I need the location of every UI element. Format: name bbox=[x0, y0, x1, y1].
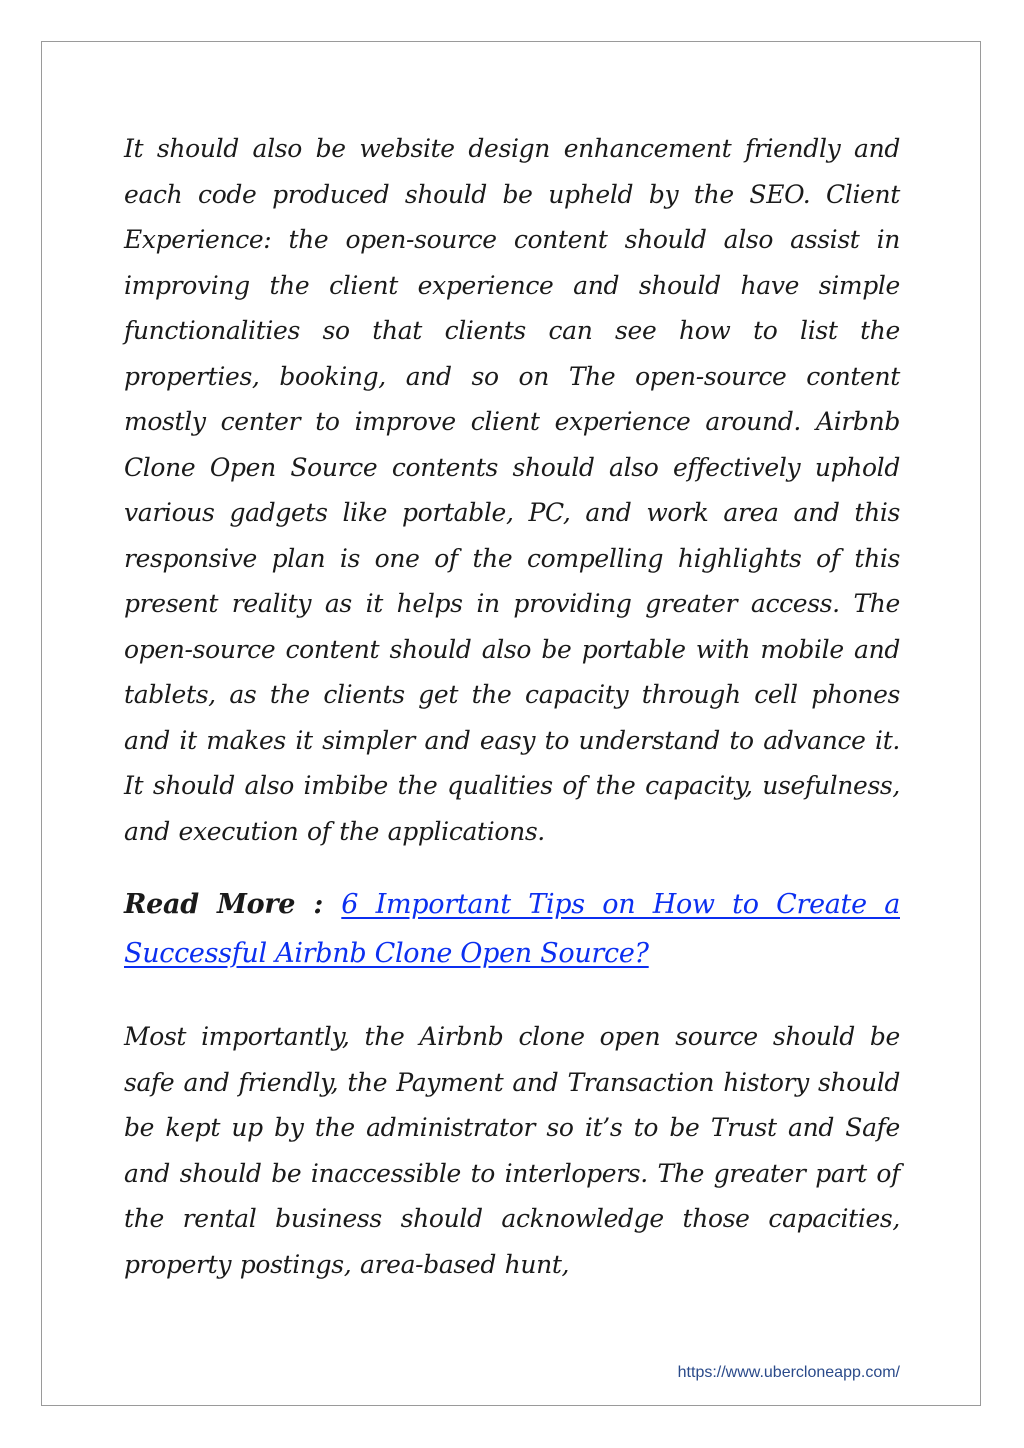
read-more-link[interactable]: 6 Important Tips on How to Create a Successful Airbnb Clone Open Source? bbox=[124, 889, 900, 969]
read-more-line bbox=[124, 880, 900, 978]
paragraph-security: Most importantly, the Airbnb clone open source should be safe and friendly, the Payment and Transaction history should be kept up by the administrator so it’s to be Trust and Safe and should be inaccessible to interlopers. The greater part of the rental business should acknowledge those capacities, property postings, area-based hunt, bbox=[124, 1022, 900, 1279]
paragraph-client-experience: It should also be website design enhancement friendly and each code produced should be upheld by the SEO. Client Experience: the open-source content should also assist in improving the client experience and should have simple functionalities so that clients can see how to list the properties, booking, and so on The open-source content mostly center to improve client experience around. Airbnb Clone Open Source contents should also effectively uphold various gadgets like portable, PC, and work area and this responsive plan is one of the compelling highlights of this present reality as it helps in providing greater access. The open-source content should also be portable with mobile and tablets, as the clients get the capacity through cell phones and it makes it simpler and easy to understand to advance it. It should also imbibe the qualities of the capacity, usefulness, and execution of the applications. bbox=[124, 134, 900, 846]
document-body bbox=[124, 126, 900, 1287]
footer-url: https://www.ubercloneapp.com/ bbox=[677, 1364, 900, 1381]
read-more-label: Read More : bbox=[124, 889, 342, 920]
